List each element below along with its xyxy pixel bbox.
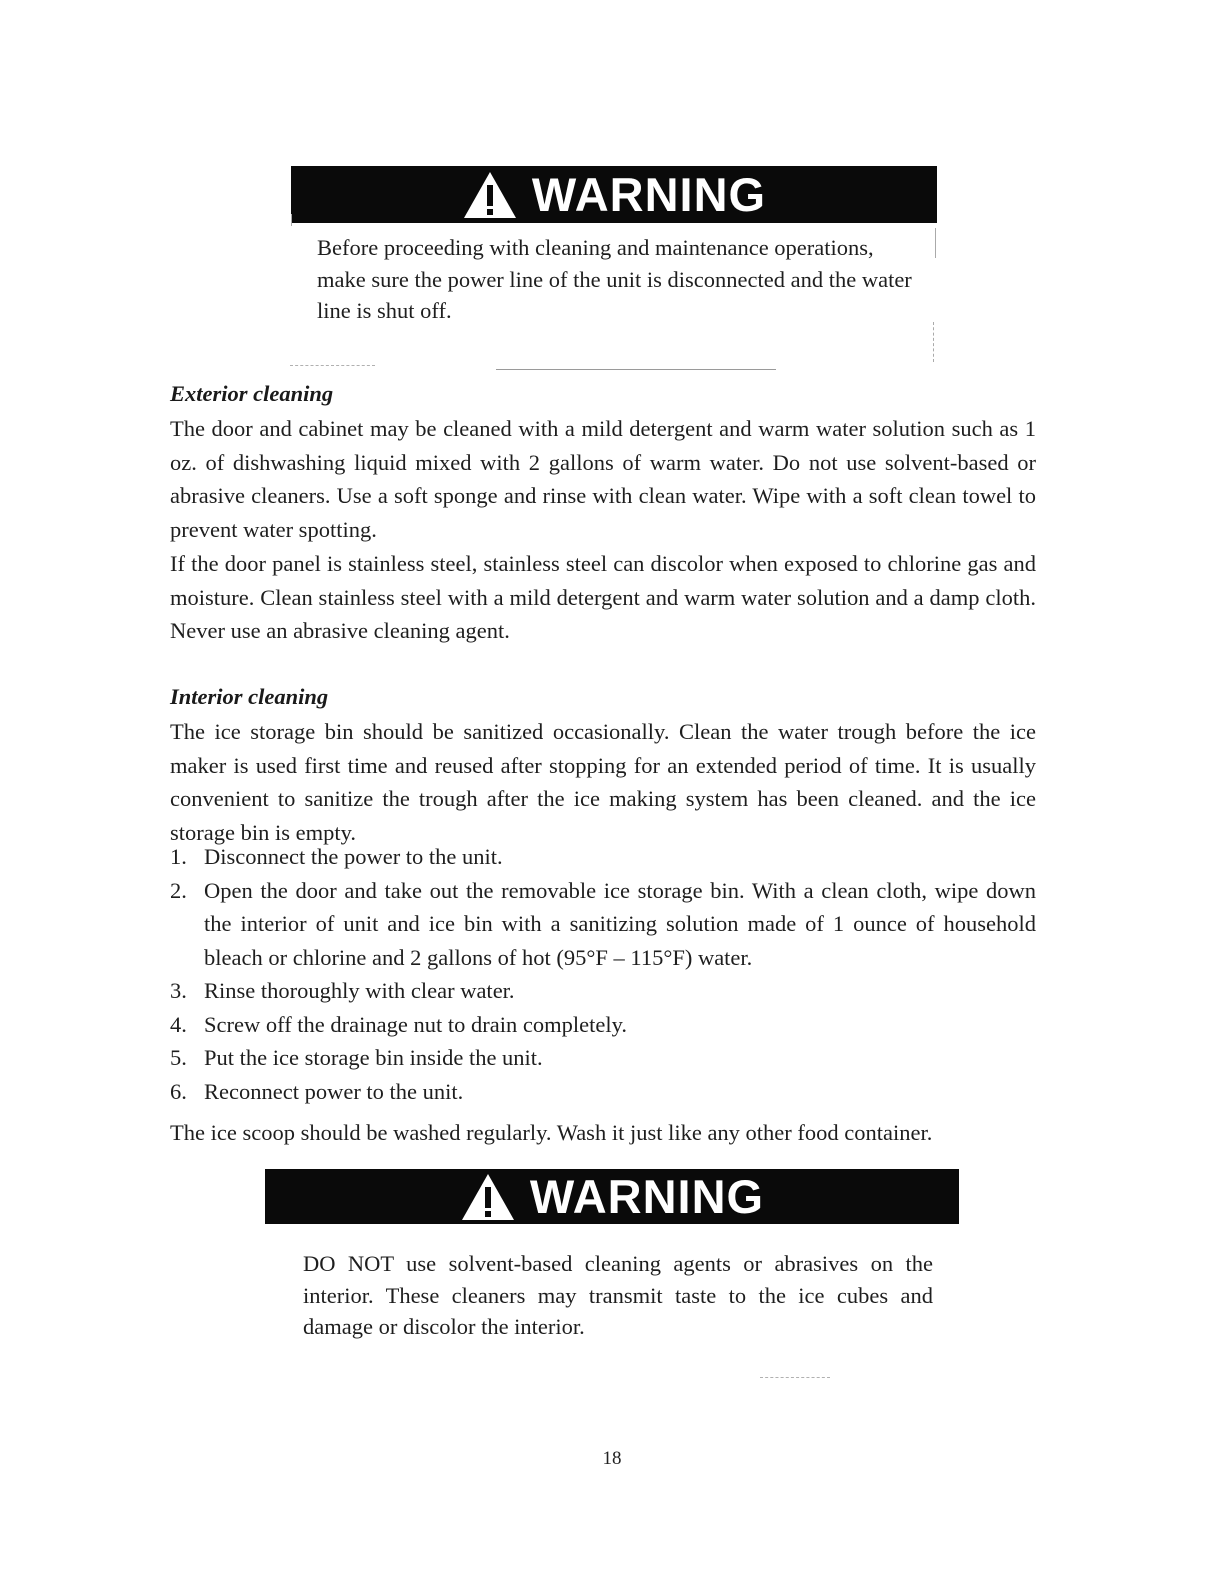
exterior-paragraph-1: The door and cabinet may be cleaned with a mild detergent and warm water solution such as 1 oz. of dishwashing liquid mixed with 2 gallons of warm water. Do not use solvent-based or abrasive cleaners. Use a soft sponge and rinse with clean water. Wipe with a soft clean towel to prevent water spotting. [170,416,1036,542]
box-edge [933,322,934,362]
list-item [170,1075,1036,1109]
step-text: Screw off the drainage nut to drain completely. [204,1011,627,1037]
box-edge [291,214,292,226]
page-number: 18 [602,1448,622,1469]
box-edge [760,1377,830,1378]
step-text: Disconnect the power to the unit. [204,844,503,869]
list-item [170,874,1036,975]
interior-steps-list [170,840,1036,1108]
list-item [170,1008,1036,1042]
list-item [170,1041,1036,1075]
step-number: 2. [170,877,187,903]
step-number: 6. [170,1078,187,1104]
interior-intro: The ice storage bin should be sanitized occasionally. Clean the water trough before the ice maker is used first time and reused after stopping for an extended period of time. It is usually convenient to sanitize the trough after the ice making system has been cleaned. and the ice storage bin is empty. [170,719,1036,845]
box-edge [290,365,375,366]
exterior-cleaning-heading: Exterior cleaning [170,381,334,406]
step-text: Rinse thoroughly with clear water. [204,978,515,1003]
box-edge [496,369,776,370]
warning-banner-1 [291,166,937,223]
warning-title-2: WARNING [529,1170,765,1223]
warning-triangle-icon [462,170,518,220]
warning-title-1: WARNING [531,168,767,221]
warning-triangle-icon [460,1172,516,1222]
step-text: Open the door and take out the removable ice storage bin. With a clean cloth, wipe down the interior of unit and ice bin with a sanitizing solution made of 1 ounce of household bleach or chlorine and 2 gallons of hot (95°F – 115°F) water. [204,877,1036,970]
warning-banner-2 [265,1169,959,1224]
interior-cleaning-heading: Interior cleaning [170,684,329,709]
exterior-paragraph-2: If the door panel is stainless steel, stainless steel can discolor when exposed to chlorine gas and moisture. Clean stainless steel with a mild detergent and warm water solution and a damp cloth. Never use an abrasive cleaning agent. [170,551,1036,643]
step-number: 5. [170,1045,187,1070]
box-edge [935,228,936,258]
interior-outro: The ice scoop should be washed regularly. Wash it just like any other food container. [170,1120,933,1145]
step-text: Reconnect power to the unit. [204,1078,464,1104]
step-number: 3. [170,978,187,1003]
step-number: 4. [170,1011,187,1037]
list-item [170,840,1036,874]
step-text: Put the ice storage bin inside the unit. [204,1045,543,1070]
warning-text-2: DO NOT use solvent-based cleaning agents or abrasives on the interior. These cleaners may transmit taste to the ice cubes and damage or discolor the interior. [303,1251,933,1339]
list-item [170,974,1036,1008]
step-number: 1. [170,844,187,869]
warning-text-1: Before proceeding with cleaning and maintenance operations, make sure the power line of the unit is disconnected and the water line is shut off. [317,235,912,323]
